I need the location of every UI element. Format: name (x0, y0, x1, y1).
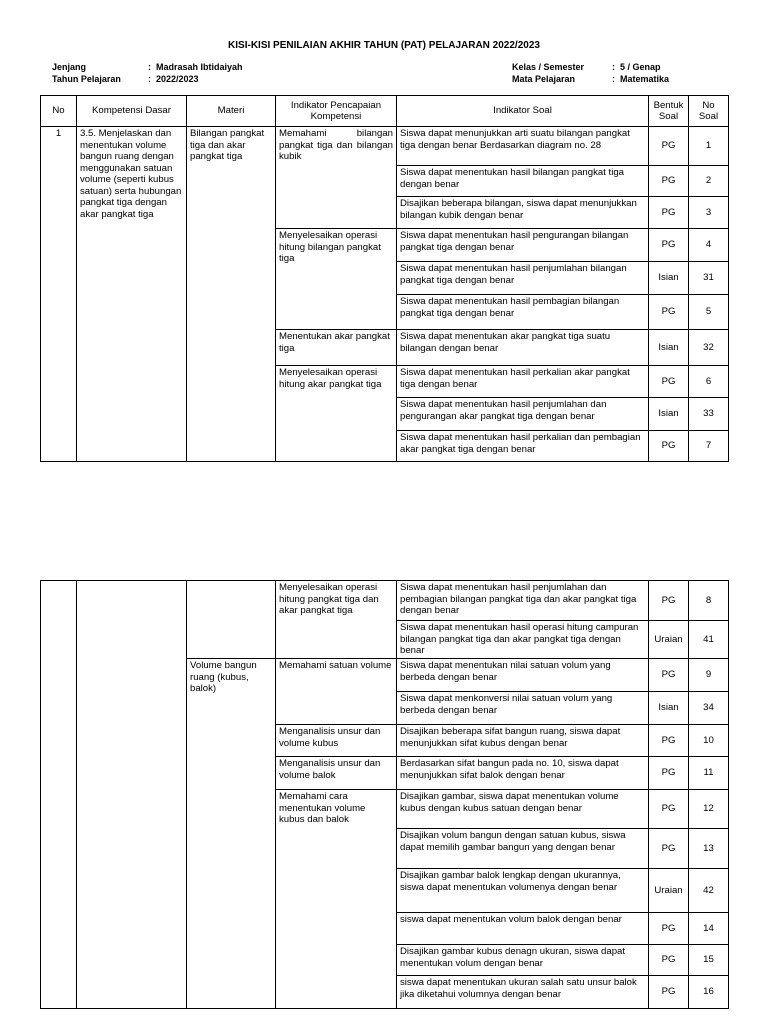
bentuk-soal-cell: PG (649, 197, 689, 229)
indikator-soal-cell: Siswa dapat menunjukkan arti suatu bilangan pangkat tiga dengan benar Berdasarkan diagram no. 28 (397, 127, 649, 166)
no-soal-cell: 10 (689, 725, 729, 757)
indikator-soal-cell: Siswa dapat menentukan akar pangkat tiga suatu bilangan dengan benar (397, 330, 649, 366)
no-soal-cell: 1 (689, 127, 729, 166)
table-row (41, 127, 729, 166)
header-indikator-pencapaian: Indikator Pencapaian Kompetensi (276, 96, 397, 127)
indikator-soal-cell: Siswa dapat menentukan nilai satuan volum yang berbeda dengan benar (397, 659, 649, 692)
jenjang-label: Jenjang (52, 62, 87, 72)
meta-tahun: Tahun Pelajaran : 2022/2023 (52, 74, 199, 84)
bentuk-soal-cell: PG (649, 945, 689, 976)
no-soal-cell: 3 (689, 197, 729, 229)
meta-mapel: Mata Pelajaran : Matematika (512, 74, 670, 84)
kisi-kisi-table-1 (40, 95, 729, 462)
document-title: KISI-KISI PENILAIAN AKHIR TAHUN (PAT) PELAJARAN 2022/2023 (228, 40, 540, 51)
bentuk-soal-cell: PG (649, 725, 689, 757)
header-no: No (41, 96, 77, 127)
no-soal-cell: 33 (689, 398, 729, 431)
kisi-kisi-table-2 (40, 580, 729, 1009)
meta-jenjang: Jenjang : Madrasah Ibtidaiyah (52, 62, 243, 72)
indikator-soal-cell: Siswa dapat menentukan hasil pembagian bilangan pangkat tiga dengan benar (397, 295, 649, 330)
ipk-cell: Memahami bilangan pangkat tiga dan bilangan kubik (276, 127, 397, 229)
header-indikator-soal: Indikator Soal (397, 96, 649, 127)
bentuk-soal-cell: Isian (649, 692, 689, 725)
no-soal-cell: 42 (689, 869, 729, 913)
no-soal-cell: 32 (689, 330, 729, 366)
meta-kelas: Kelas / Semester : 5 / Genap (512, 62, 661, 72)
ipk-cell: Menganalisis unsur dan volume balok (276, 757, 397, 790)
bentuk-soal-cell: PG (649, 659, 689, 692)
bentuk-soal-cell: Uraian (649, 621, 689, 659)
no-soal-cell: 34 (689, 692, 729, 725)
mapel-label: Mata Pelajaran (512, 74, 576, 84)
no-soal-cell: 5 (689, 295, 729, 330)
tahun-value: 2022/2023 (156, 74, 199, 84)
ipk-cell: Memahami satuan volume (276, 659, 397, 725)
bentuk-soal-cell: PG (649, 913, 689, 945)
indikator-soal-cell: Siswa dapat menentukan hasil perkalian dan pembagian akar pangkat tiga dengan benar (397, 431, 649, 462)
header-kompetensi-dasar: Kompetensi Dasar (77, 96, 187, 127)
indikator-soal-cell: Disajikan volum bangun dengan satuan kubus, siswa dapat memilih gambar bangun yang dengan benar (397, 829, 649, 869)
kompetensi-dasar-cell: 3.5. Menjelaskan dan menentukan volume bangun ruang dengan menggunakan satuan volume (seperti kubus satuan) serta hubungan pangkat tiga dengan akar pangkat tiga (77, 127, 187, 462)
indikator-soal-cell: Siswa dapat menentukan hasil penjumlahan dan pengurangan akar pangkat tiga dengan benar (397, 398, 649, 431)
bentuk-soal-cell: Isian (649, 330, 689, 366)
header-no-soal: No Soal (689, 96, 729, 127)
indikator-soal-cell: Siswa dapat menkonversi nilai satuan volum yang berbeda dengan benar (397, 692, 649, 725)
bentuk-soal-cell: Isian (649, 398, 689, 431)
no-soal-cell: 41 (689, 621, 729, 659)
no-soal-cell: 7 (689, 431, 729, 462)
meta-right (512, 61, 669, 85)
bentuk-soal-cell: PG (649, 431, 689, 462)
header-materi: Materi (187, 96, 276, 127)
no-soal-cell: 6 (689, 366, 729, 398)
ipk-cell: Menyelesaikan operasi hitung pangkat tiga dan akar pangkat tiga (276, 581, 397, 659)
indikator-soal-cell: Disajikan gambar kubus denagn ukuran, siswa dapat menentukan volum dengan benar (397, 945, 649, 976)
materi-empty (187, 581, 276, 659)
no-soal-cell: 31 (689, 262, 729, 295)
indikator-soal-cell: Siswa dapat menentukan hasil bilangan pangkat tiga dengan benar (397, 166, 649, 197)
bentuk-soal-cell: PG (649, 581, 689, 621)
indikator-soal-cell: siswa dapat menentukan ukuran salah satu unsur balok jika diketahui volumnya dengan benar (397, 976, 649, 1009)
bentuk-soal-cell: PG (649, 366, 689, 398)
ipk-cell: Menyelesaikan operasi hitung bilangan pangkat tiga (276, 229, 397, 330)
indikator-soal-cell: siswa dapat menentukan volum balok dengan benar (397, 913, 649, 945)
bentuk-soal-cell: PG (649, 229, 689, 262)
no-soal-cell: 4 (689, 229, 729, 262)
indikator-soal-cell: Siswa dapat menentukan hasil perkalian akar pangkat tiga dengan benar (397, 366, 649, 398)
no-soal-cell: 15 (689, 945, 729, 976)
ipk-cell: Memahami cara menentukan volume kubus dan balok (276, 790, 397, 1009)
indikator-soal-cell: Siswa dapat menentukan hasil penjumlahan bilangan pangkat tiga dengan benar (397, 262, 649, 295)
kelas-label: Kelas / Semester (512, 62, 585, 72)
bentuk-soal-cell: PG (649, 295, 689, 330)
no-soal-cell: 9 (689, 659, 729, 692)
indikator-soal-cell: Berdasarkan sifat bangun pada no. 10, siswa dapat menunjukkan sifat balok dengan benar (397, 757, 649, 790)
bentuk-soal-cell: PG (649, 976, 689, 1009)
materi-cell: Volume bangun ruang (kubus, balok) (187, 659, 276, 1009)
indikator-soal-cell: Disajikan beberapa sifat bangun ruang, siswa dapat menunjukkan sifat kubus dengan benar (397, 725, 649, 757)
no-soal-cell: 11 (689, 757, 729, 790)
bentuk-soal-cell: Uraian (649, 869, 689, 913)
no-soal-cell: 14 (689, 913, 729, 945)
materi-cell: Bilangan pangkat tiga dan akar pangkat tiga (187, 127, 276, 462)
ipk-cell: Menentukan akar pangkat tiga (276, 330, 397, 366)
bentuk-soal-cell: PG (649, 757, 689, 790)
indikator-soal-cell: Siswa dapat menentukan hasil pengurangan bilangan pangkat tiga dengan benar (397, 229, 649, 262)
indikator-soal-cell: Siswa dapat menentukan hasil operasi hitung campuran bilangan pangkat tiga dan akar pangkat tiga dengan benar (397, 621, 649, 659)
bentuk-soal-cell: PG (649, 829, 689, 869)
table-row (41, 581, 729, 621)
bentuk-soal-cell: PG (649, 127, 689, 166)
no-soal-cell: 13 (689, 829, 729, 869)
header-bentuk-soal: Bentuk Soal (649, 96, 689, 127)
indikator-soal-cell: Disajikan gambar, siswa dapat menentukan volume kubus dengan kubus satuan dengan benar (397, 790, 649, 829)
row-number: 1 (41, 127, 77, 462)
kelas-value: 5 / Genap (620, 62, 661, 72)
indikator-soal-cell: Disajikan beberapa bilangan, siswa dapat menunjukkan bilangan kubik dengan benar (397, 197, 649, 229)
meta-left (52, 61, 243, 85)
no-soal-cell: 2 (689, 166, 729, 197)
mapel-value: Matematika (620, 74, 670, 84)
ipk-cell: Menganalisis unsur dan volume kubus (276, 725, 397, 757)
indikator-soal-cell: Siswa dapat menentukan hasil penjumlahan dan pembagian bilangan pangkat tiga dan akar pangkat tiga dengan benar (397, 581, 649, 621)
jenjang-value: Madrasah Ibtidaiyah (156, 62, 243, 72)
tahun-label: Tahun Pelajaran (52, 74, 121, 84)
indikator-soal-cell: Disajikan gambar balok lengkap dengan ukurannya, siswa dapat menentukan volumenya dengan benar (397, 869, 649, 913)
bentuk-soal-cell: Isian (649, 262, 689, 295)
ipk-cell: Menyelesaikan operasi hitung akar pangkat tiga (276, 366, 397, 462)
no-soal-cell: 12 (689, 790, 729, 829)
row-number-empty (41, 581, 77, 1009)
no-soal-cell: 8 (689, 581, 729, 621)
bentuk-soal-cell: PG (649, 166, 689, 197)
table-header-row (41, 96, 729, 127)
bentuk-soal-cell: PG (649, 790, 689, 829)
kompetensi-dasar-empty (77, 581, 187, 1009)
no-soal-cell: 16 (689, 976, 729, 1009)
